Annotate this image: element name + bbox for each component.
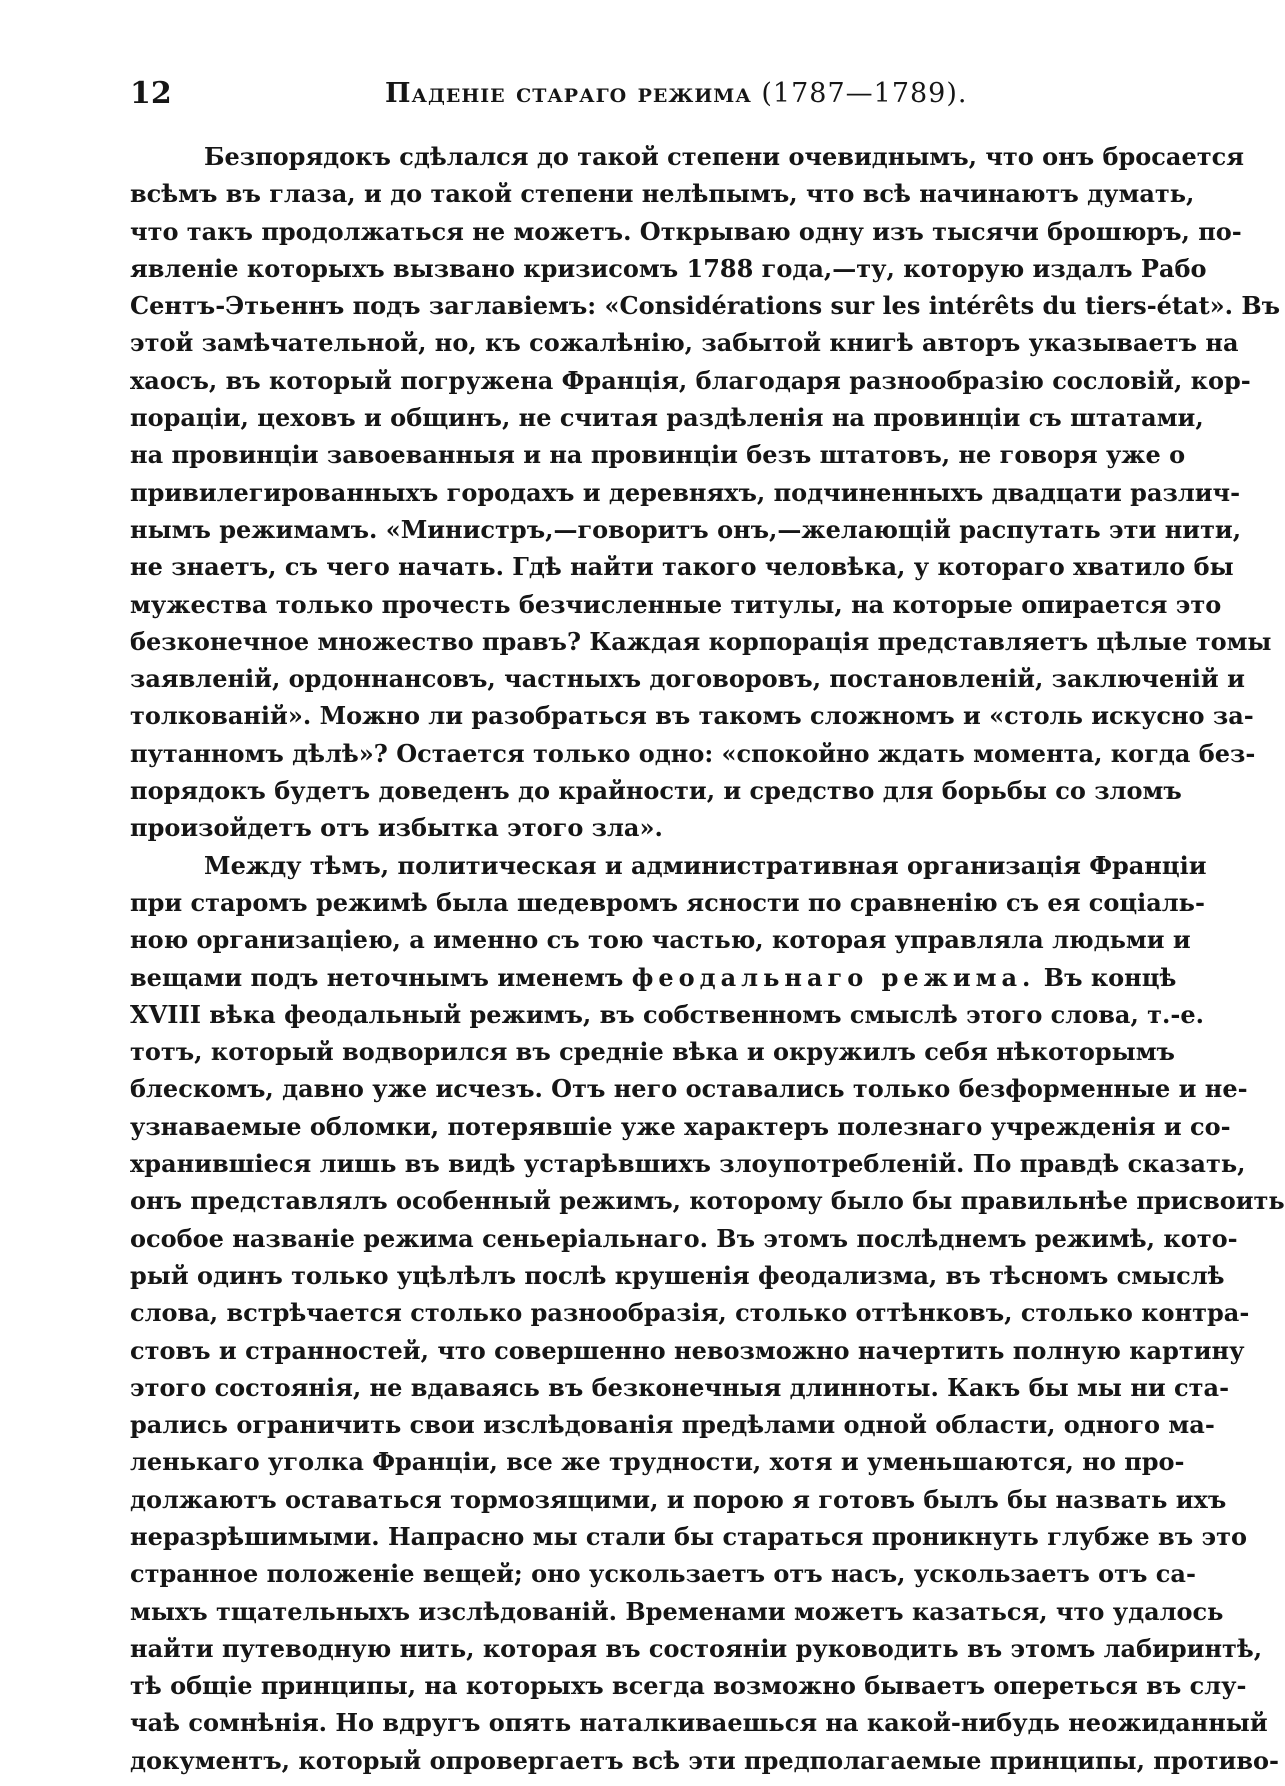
text-line: пораціи, цеховъ и общинъ, не считая раздѣленія на провинціи съ штатами, xyxy=(130,403,1204,433)
spaced-emphasis: феодальнаго режима. xyxy=(631,962,1036,992)
text-line: порядокъ будетъ доведенъ до крайности, и средство для борьбы со зломъ xyxy=(130,776,1182,806)
text-line: узнаваемые обломки, потерявшіе уже характеръ полезнаго учрежденія и со- xyxy=(130,1111,1231,1141)
text-line: всѣмъ въ глаза, и до такой степени нелѣпымъ, что всѣ начинаютъ думать, xyxy=(130,179,1195,209)
text-line: нымъ режимамъ. «Министръ,—говоритъ онъ,—желающій распутать эти нити, xyxy=(130,514,1242,544)
text-line: должаютъ оставаться тормозящими, и порою я готовъ былъ бы назвать ихъ xyxy=(130,1484,1227,1514)
text-segment: Въ концѣ xyxy=(1043,962,1177,992)
text-line: мужества только прочесть безчисленные титулы, на которые опирается это xyxy=(130,589,1222,619)
text-line: привилегированныхъ городахъ и деревняхъ, подчиненныхъ двадцати различ- xyxy=(130,477,1241,507)
text-line: ною организаціею, а именно съ тою частью, которая управляла людьми и xyxy=(130,925,1191,955)
text-line: Безпорядокъ сдѣлался до такой степени очевиднымъ, что онъ бросается xyxy=(204,142,1244,171)
text-line: онъ представлялъ особенный режимъ, которому было бы правильнѣе присвоить xyxy=(130,1186,1285,1216)
text-line: чаѣ сомнѣнія. Но вдругъ опять наталкиваешься на какой-нибудь неожиданный xyxy=(130,1708,1268,1738)
text-line: хранившіеся лишь въ видѣ устарѣвшихъ злоупотребленій. По правдѣ сказать, xyxy=(130,1149,1246,1179)
text-line: документъ, который опровергаетъ всѣ эти предполагаемые принципы, противо- xyxy=(130,1745,1279,1775)
running-title-years: (1787—1789). xyxy=(761,78,968,109)
text-line: рались ограничить свои изслѣдованія предѣлами одной области, одного ма- xyxy=(130,1410,1215,1440)
text-line: блескомъ, давно уже исчезъ. Отъ него оставались только безформенные и не- xyxy=(130,1074,1248,1104)
page-header xyxy=(130,74,1130,114)
text-line: путанномъ дѣлѣ»? Остается только одно: «спокойно ждать момента, когда без- xyxy=(130,738,1256,768)
text-line: при старомъ режимѣ была шедевромъ ясности по сравненію съ ея соціаль- xyxy=(130,887,1205,917)
text-line: стовъ и странностей, что совершенно невозможно начертить полную картину xyxy=(130,1335,1245,1365)
text-line: этого состоянія, не вдаваясь въ безконечныя длинноты. Какъ бы мы ни ста- xyxy=(130,1372,1230,1402)
text-line: этой замѣчательной, но, къ сожалѣнію, забытой книгѣ авторъ указываетъ на xyxy=(130,328,1239,358)
text-line: произойдетъ отъ избытка этого зла». xyxy=(130,813,663,843)
text-segment: вещами подъ неточнымъ именемъ xyxy=(130,962,624,992)
body-text xyxy=(130,138,1285,1779)
text-line-with-emphasis xyxy=(130,959,1177,996)
text-line: явленіе которыхъ вызвано кризисомъ 1788 года,—ту, которую издалъ Рабо xyxy=(130,253,1207,283)
text-line: неразрѣшимыми. Напрасно мы стали бы стараться проникнуть глубже въ это xyxy=(130,1521,1247,1551)
text-line: слова, встрѣчается столько разнообразія, столько оттѣнковъ, столько контра- xyxy=(130,1298,1250,1328)
text-line: безконечное множество правъ? Каждая корпорація представляетъ цѣлые томы xyxy=(130,626,1272,656)
text-line: странное положеніе вещей; оно ускользаетъ отъ насъ, ускользаетъ отъ са- xyxy=(130,1559,1196,1589)
text-line: рый одинъ только уцѣлѣлъ послѣ крушенія феодализма, въ тѣсномъ смыслѣ xyxy=(130,1260,1225,1290)
text-line: найти путеводную нить, которая въ состояніи руководить въ этомъ лабиринтѣ, xyxy=(130,1633,1263,1663)
running-title-text: Паденіе стараго режима xyxy=(385,78,752,109)
text-line: Сентъ-Этьеннъ подъ заглавіемъ: «Considérations sur les intérêts du tiers-état». Въ xyxy=(130,291,1281,321)
page-number: 12 xyxy=(130,76,172,111)
text-line: особое названіе режима сеньеріальнаго. Въ этомъ послѣднемъ режимѣ, кото- xyxy=(130,1223,1238,1253)
text-line: тѣ общіе принципы, на которыхъ всегда возможно бываетъ опереться въ слу- xyxy=(130,1671,1247,1701)
text-line: XVIII вѣка феодальный режимъ, въ собственномъ смыслѣ этого слова, т.-е. xyxy=(130,999,1204,1029)
text-line: Между тѣмъ, политическая и административная организація Франціи xyxy=(204,850,1207,880)
text-line: что такъ продолжаться не можетъ. Открываю одну изъ тысячи брошюръ, по- xyxy=(130,216,1242,246)
text-line: хаосъ, въ который погружена Франція, благодаря разнообразію сословій, кор- xyxy=(130,365,1251,395)
text-line: не знаетъ, съ чего начать. Гдѣ найти такого человѣка, у котораго хватило бы xyxy=(130,552,1234,582)
text-line: ленькаго уголка Франціи, все же трудности, хотя и уменьшаются, но про- xyxy=(130,1447,1185,1477)
text-line: мыхъ тщательныхъ изслѣдованій. Временами можетъ казаться, что удалось xyxy=(130,1596,1224,1626)
text-line: толкованій». Можно ли разобраться въ такомъ сложномъ и «столь искусно за- xyxy=(130,701,1254,731)
text-line: заявленій, ордоннансовъ, частныхъ договоровъ, постановленій, заключеній и xyxy=(130,664,1245,694)
running-title xyxy=(385,74,967,114)
text-line: тотъ, который водворился въ средніе вѣка и окружилъ себя нѣкоторымъ xyxy=(130,1037,1175,1067)
text-line: на провинціи завоеванныя и на провинціи безъ штатовъ, не говоря уже о xyxy=(130,440,1186,470)
